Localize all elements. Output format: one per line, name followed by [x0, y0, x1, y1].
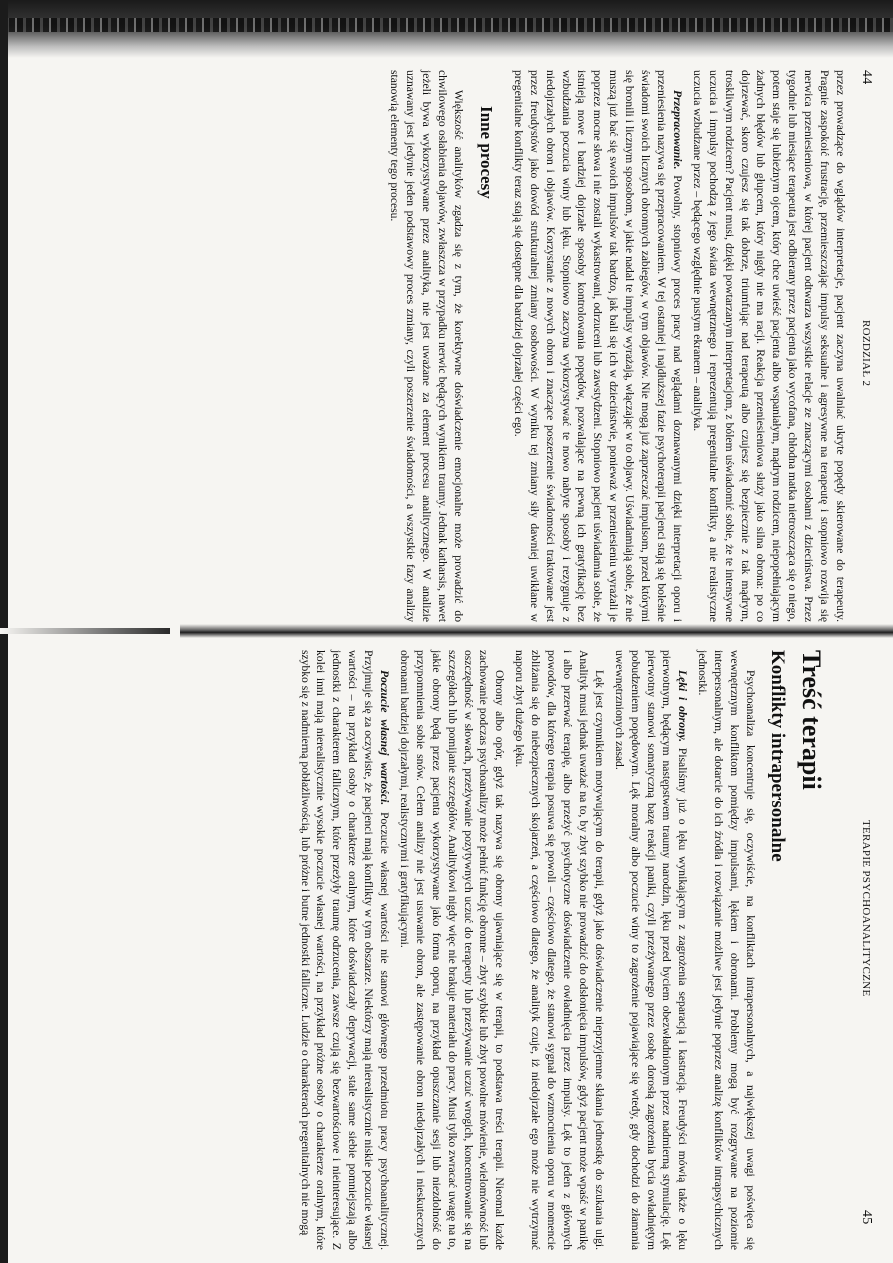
page-gutter-shadow	[180, 624, 893, 638]
paragraph-lead: Poczucie własnej wartości.	[378, 670, 392, 806]
page-44	[74, 70, 874, 622]
paragraph-lead: Lęki i obrony.	[676, 670, 690, 743]
chapter-head: TERAPIE PSYCHOANALITYCZNE	[860, 820, 872, 997]
scan-edge-streak	[0, 18, 893, 32]
page-gutter-shadow-left	[0, 628, 170, 634]
page-45	[74, 650, 874, 1250]
paragraph: Obrony albo opór, gdyż tak nazywa się obrony ujawniające się w terapii, to podstawa treści terapii. Nieomal każde zachowanie podczas psychoanalizy może pełnić funkcję obronne – zbyt szybkie lub zbyt powolne mówienie, wielomówność lub oszczędność w słowach, przeżywanie pozytywnych uczuć do terapeuty lub przeżywanie uczuć wrogich, koncentrowanie się na szczegółach lub pomijanie szczegółów. Analitykowi nigdy więc nie brakuje materiału do pracy. Musi tylko zwracać uwagę na to, jakie obrony będą przez pacjenta wykorzystywane jako forma oporu, na przykład opuszczanie sesji lub niezdolność do przypomnienia sobie snów. Celem analizy nie jest usuwanie obron, ale zastępowanie obron niedojrzałych i nieskutecznych obronami bardziej dojrzałymi, realistycznymi i gratyfikującymi.	[397, 650, 507, 1250]
chapter-head: ROZDZIAŁ 2	[860, 320, 872, 387]
paragraph-self-worth	[297, 650, 392, 1250]
running-head-right	[848, 650, 874, 1250]
section-heading: Inne procesy	[476, 106, 496, 199]
paragraph: Lęk jest czynnikiem motywującym do terapii, gdyż jako doświadczenie nieprzyjemne skłania jednostkę do szukania ulgi. Analityk musi jednak uważać na to, by zbyt szybko nie prowadzić do odsłonięcia impulsów, gdyż pacjent może wpaść w panikę i albo przerwać terapię, albo przeżyć psychotyczne doświadczenie owładnięcia przez impulsy. Lęk to jeden z głównych powodów, dla którego terapia posuwa się powoli – częściowo dlatego, że stanowi sygnał do wzmocnienia oporu w momencie zbliżania się do niebezpiecznych skojarzeń, a częściowo dlatego, że analityk czuje, iż niedojrzałe ego może nie wytrzymać naporu zbyt dużego lęku.	[513, 650, 606, 1250]
paragraph-text: Powolny, stopniowy proces pracy nad wglądami doznawanymi dzięki interpretacji oporu i przeniesienia nazywa się przepracowaniem. W tej ostatniej i najdłuższej fazie psychoterapii pacjenci stają się boleśnie świadomi swoich licznych obronnych zabiegów, w tym objawów. Nie mogą już zaprzeczać impulsom, przed którymi się bronili i licznym sposobom, w jakie nadal te impulsy wyrażają, włączając w to objawy. Uświadamiają sobie, że nie muszą już bać się swoich impulsów tak bardzo, jak bali się ich w dzieciństwie, ponieważ w przeniesieniu wyrażali je poprzez mocne słowa i nie zostali wykastrowani, odrzuceni lub zawstydzeni. Stopniowo pacjent uświadamia sobie, że istnieją nowe i bardziej dojrzałe sposoby kontrolowania popędów, pozwalające na pewną ich gratyfikację bez wzbudzania poczucia winy lub lęku. Stopniowo zaczyna wykorzystywać te nowo nabyte sposoby i rezygnuje z niedojrzałych obron i objawów. Korzystanie z nowych obron i znaczące poszerzenie świadomości traktowane jest przez freudystów jako dowód strukturalnej zmiany osobowości. W wyniku tej zmiany siły dawniej uwikłane w pregenitalne konflikty teraz stają się dostępne dla bardziej dojrzałej części ego.	[511, 70, 684, 622]
paragraph: Psychoanaliza koncentruje się, oczywiście, na konfliktach intrapersonalnych, a największej uwagi poświęca się wewnętrznym konfliktom pomiędzy impulsami, lękiem i obronami. Problemy mogą być rozgrywane na poziomie interpersonalnym, ale dotarcie do ich źródła i rozwiązanie możliwe jest jedynie poprzez analizę konfliktów intrapsychicznych jednostki.	[696, 650, 757, 1250]
paragraph-working-through	[510, 70, 685, 622]
page-number: 45	[859, 1210, 874, 1225]
paragraph: przez prowadzące do wglądów interpretacje, pacjent zaczyna uwalniać ukryte popędy skierowane do terapeuty. Pragnie zaspokoić frustrację, przemieszczając impulsy seksualne i agresywne na terapeutę i stopniowo rozwija się nerwica przeniesieniowa, w której pacjent odtwarza wszystkie relacje ze znaczącymi osobami z dzieciństwa. Przez tygodnie lub miesiące terapeuta jest odbierany przez pacjenta jako wycofana, chłodna matka nietroszcząca się o niego, potem staje się lubieżnym ojcem, który chce uwieść pacjenta albo wspaniałym, mądrym rodzicem, niepopełniającym żadnych błędów lub głupcem, który nigdy nie ma racji. Reakcja przeniesieniowa służy jako silna obrona: po co dojrzewać, skoro czujesz się tak dobrze, triumfując nad terapeutą albo czujesz się bezpiecznie z tak mądrym, troskliwym rodzicem? Pacjent musi, dzięki powtarzanym interpretacjom, z bólem uświadomić sobie, że te intensywne uczucia i impulsy pochodzą z jego świata wewnętrznego i reprezentują pregenitalne konflikty, a nie realistyczne uczucia wzbudzane przez – będącego względnie pustym ekranem – analityka.	[690, 70, 847, 622]
running-head-left	[848, 70, 874, 622]
paragraph-text: Pisaliśmy już o lęku wynikającym z zagrożenia separacją i kastracją. Freudyści mówią także o lęku pierwotnym, będącym następstwem traumy narodzin, lęku przed byciem obezwładnionym przez nadmierną stymulację. Lęk pierwotny stanowi somatyczną bazę reakcji paniki, czyli przeżywanego przez osobę dorosłą zagrożenia bycia owładniętym pobudzeniem popędowym. Lęk moralny albo poczucie winy to zagrożenie pojawiające się wtedy, gdy dochodzi do złamania uwewnętrznionych zasad.	[612, 650, 690, 1250]
paragraph-lead: Przepracowanie.	[670, 90, 684, 170]
chapter-title: Treść terapii	[797, 650, 826, 790]
paragraph-text: Poczucie własnej wartości nie stanowi głównego przedmiotu pracy psychoanalitycznej. Przyjmuje się za oczywiste, że pacjenci mają konflikty w tym obszarze. Niektórzy mają nierealistycznie niskie poczucie własnej wartości – na przykład osoby o charakterze oralnym, które doświadczały deprywacji, stale same siebie pomniejszają albo jednostki z charakterem fallicznym, które przeżyły traumę odrzucenia, zawsze czują się bezwartościowe i nieinteresujące. Z kolei inni mają nierealistycznie wysokie poczucie własnej wartości, na przykład próżne osoby o charakterze oralnym, które szybko się z nadmierną pobłażliwością, lub próżne i butne jednostki falliczne. Ludzie o charakterach pregenitalnych nie mogą	[298, 650, 392, 1250]
paragraph-anxiety	[611, 650, 691, 1250]
section-subtitle: Konflikty intrapersonalne	[767, 650, 788, 862]
paragraph: Większość analityków zgadza się z tym, że korektywne doświadczenie emocjonalne może prowadzić do chwilowego osłabienia objawów, zwłaszcza w przypadku nerwic będących wynikiem traumy. Jednak katharsis, nawet jeżeli bywa wykorzystywane przez analityka, nie jest uważane za element procesu analitycznego. W analizie uznawany jest jedynie jeden podstawowy proces zmiany, czyli poszerzenie świadomości, a wszystkie fazy analizy stanowią elementy tego procesu.	[388, 70, 465, 622]
page-number: 44	[859, 70, 874, 85]
